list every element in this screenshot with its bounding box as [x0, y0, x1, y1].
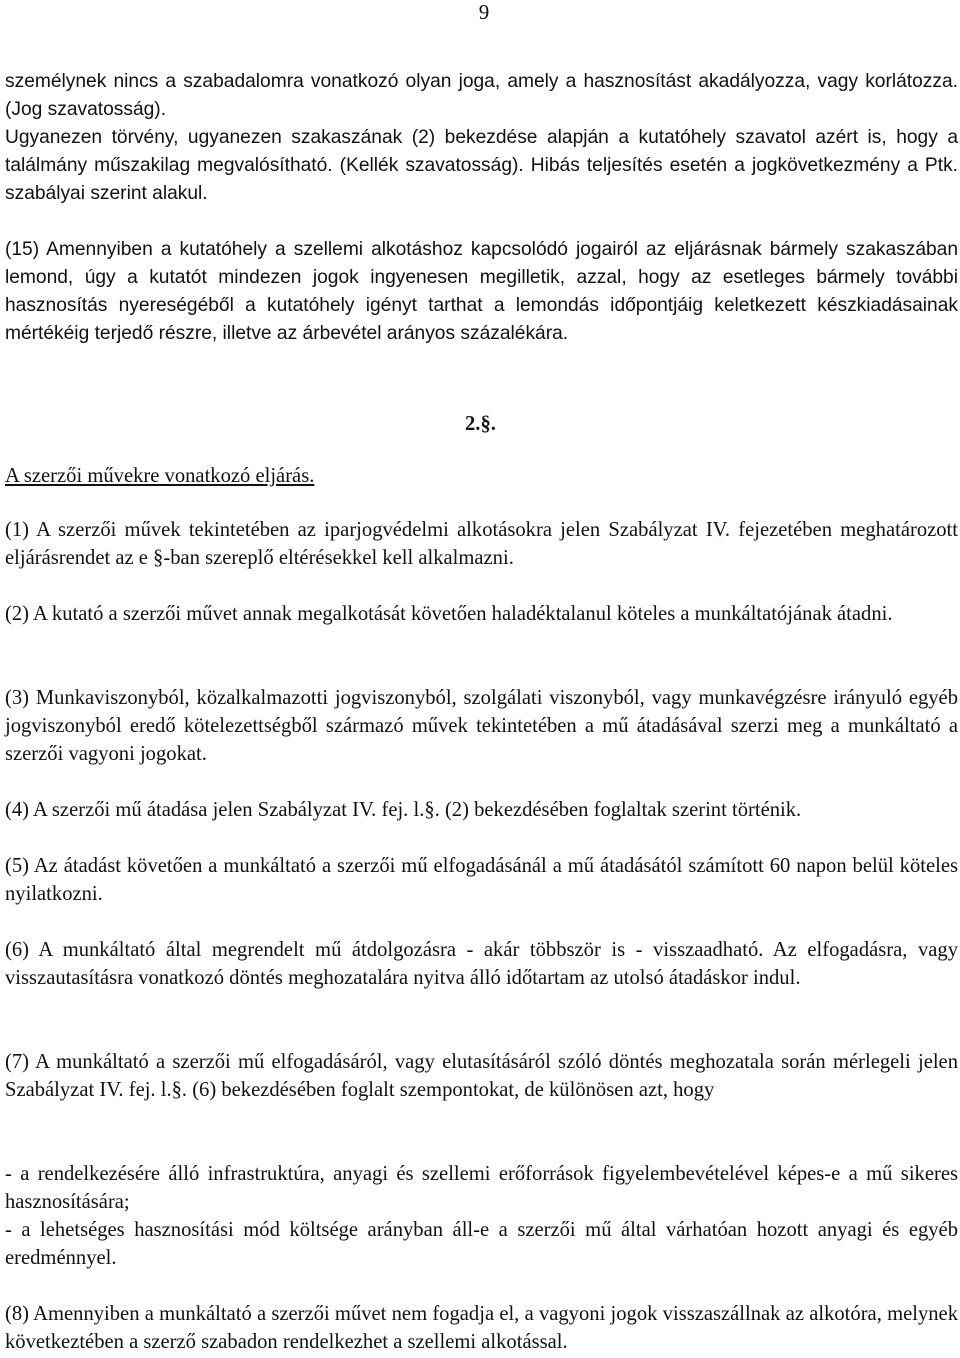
- bullet-list: [5, 1160, 958, 1272]
- paragraph-3: (3) Munkaviszonyból, közalkalmazotti jogviszonyból, szolgálati viszonyból, vagy munkavégzésre irányuló egyéb jogviszonyból eredő kötelezettségből származó művek tekintetében a mű átadásával szerzi meg a munkáltató a szerzői vagyoni jogokat.: [5, 687, 958, 765]
- paragraph-8: (8) Amennyiben a munkáltató a szerzői művet nem fogadja el, a vagyoni jogok visszaszállnak az alkotóra, melynek következtében a szerző szabadon rendelkezhet a szellemi alkotással.: [5, 1303, 958, 1353]
- paragraph-2: (2) A kutató a szerzői művet annak megalkotását követően haladéktalanul köteles a munkáltatójának átadni.: [5, 603, 893, 625]
- bullet-item-infrastructure: - a rendelkezésére álló infrastruktúra, anyagi és szellemi erőforrások figyelembevételével képes-e a mű sikeres hasznosítására;: [5, 1163, 958, 1213]
- section-number: 2.§.: [465, 413, 496, 435]
- paragraph-6: (6) A munkáltató által megrendelt mű átdolgozásra - akár többször is - visszaadható. Az elfogadásra, vagy visszautasításra vonatkozó döntés meghozatalára nyitva álló időtartam az utolsó átadáskor indul.: [5, 939, 958, 989]
- paragraph-1: (1) A szerzői művek tekintetében az iparjogvédelmi alkotásokra jelen Szabályzat IV. fejezetében meghatározott eljárásrendet az e §-ban szereplő eltérésekkel kell alkalmazni.: [5, 519, 958, 569]
- page-number: 9: [478, 0, 490, 24]
- section-title: A szerzői művekre vonatkozó eljárás.: [5, 465, 315, 487]
- paragraph-15: (15) Amennyiben a kutatóhely a szellemi alkotáshoz kapcsolódó jogairól az eljárásnak bármely szakaszában lemond, úgy a kutatót mindezen jogok ingyenesen megilletik, azzal, hogy az esetleges bármely további hasznosítás nyereségéből a kutatóhely igényt tarthat a lemondás időpontjáig keletkezett készkiadásainak mértékéig terjedő részre, illetve az árbevétel arányos százalékára.: [5, 239, 958, 344]
- paragraph-jog-szavatossag: személynek nincs a szabadalomra vonatkozó olyan joga, amely a hasznosítást akadályozza, vagy korlátozza. (Jog szavatosság).: [5, 71, 958, 120]
- paragraph-5: (5) Az átadást követően a munkáltató a szerzői mű elfogadásánál a mű átadásától számított 60 napon belül köteles nyilatkozni.: [5, 855, 958, 905]
- paragraph-kellek-szavatossag: Ugyanezen törvény, ugyanezen szakaszának (2) bekezdése alapján a kutatóhely szavatol azért is, hogy a találmány műszakilag megvalósítható. (Kellék szavatosság). Hibás teljesítés esetén a jogkövetkezmény a Ptk. szabályai szerint alakul.: [5, 127, 958, 204]
- paragraph-7: (7) A munkáltató a szerzői mű elfogadásáról, vagy elutasításáról szóló döntés meghozatala során mérlegeli jelen Szabályzat IV. fej. l.§. (6) bekezdésében foglalt szempontokat, de különösen azt, hogy: [5, 1051, 958, 1101]
- bullet-item-cost: - a lehetséges hasznosítási mód költsége arányban áll-e a szerzői mű által várhatóan hozott anyagi és egyéb eredménnyel.: [5, 1219, 958, 1269]
- paragraph-4: (4) A szerzői mű átadása jelen Szabályzat IV. fej. l.§. (2) bekezdésében foglaltak szerint történik.: [5, 799, 802, 821]
